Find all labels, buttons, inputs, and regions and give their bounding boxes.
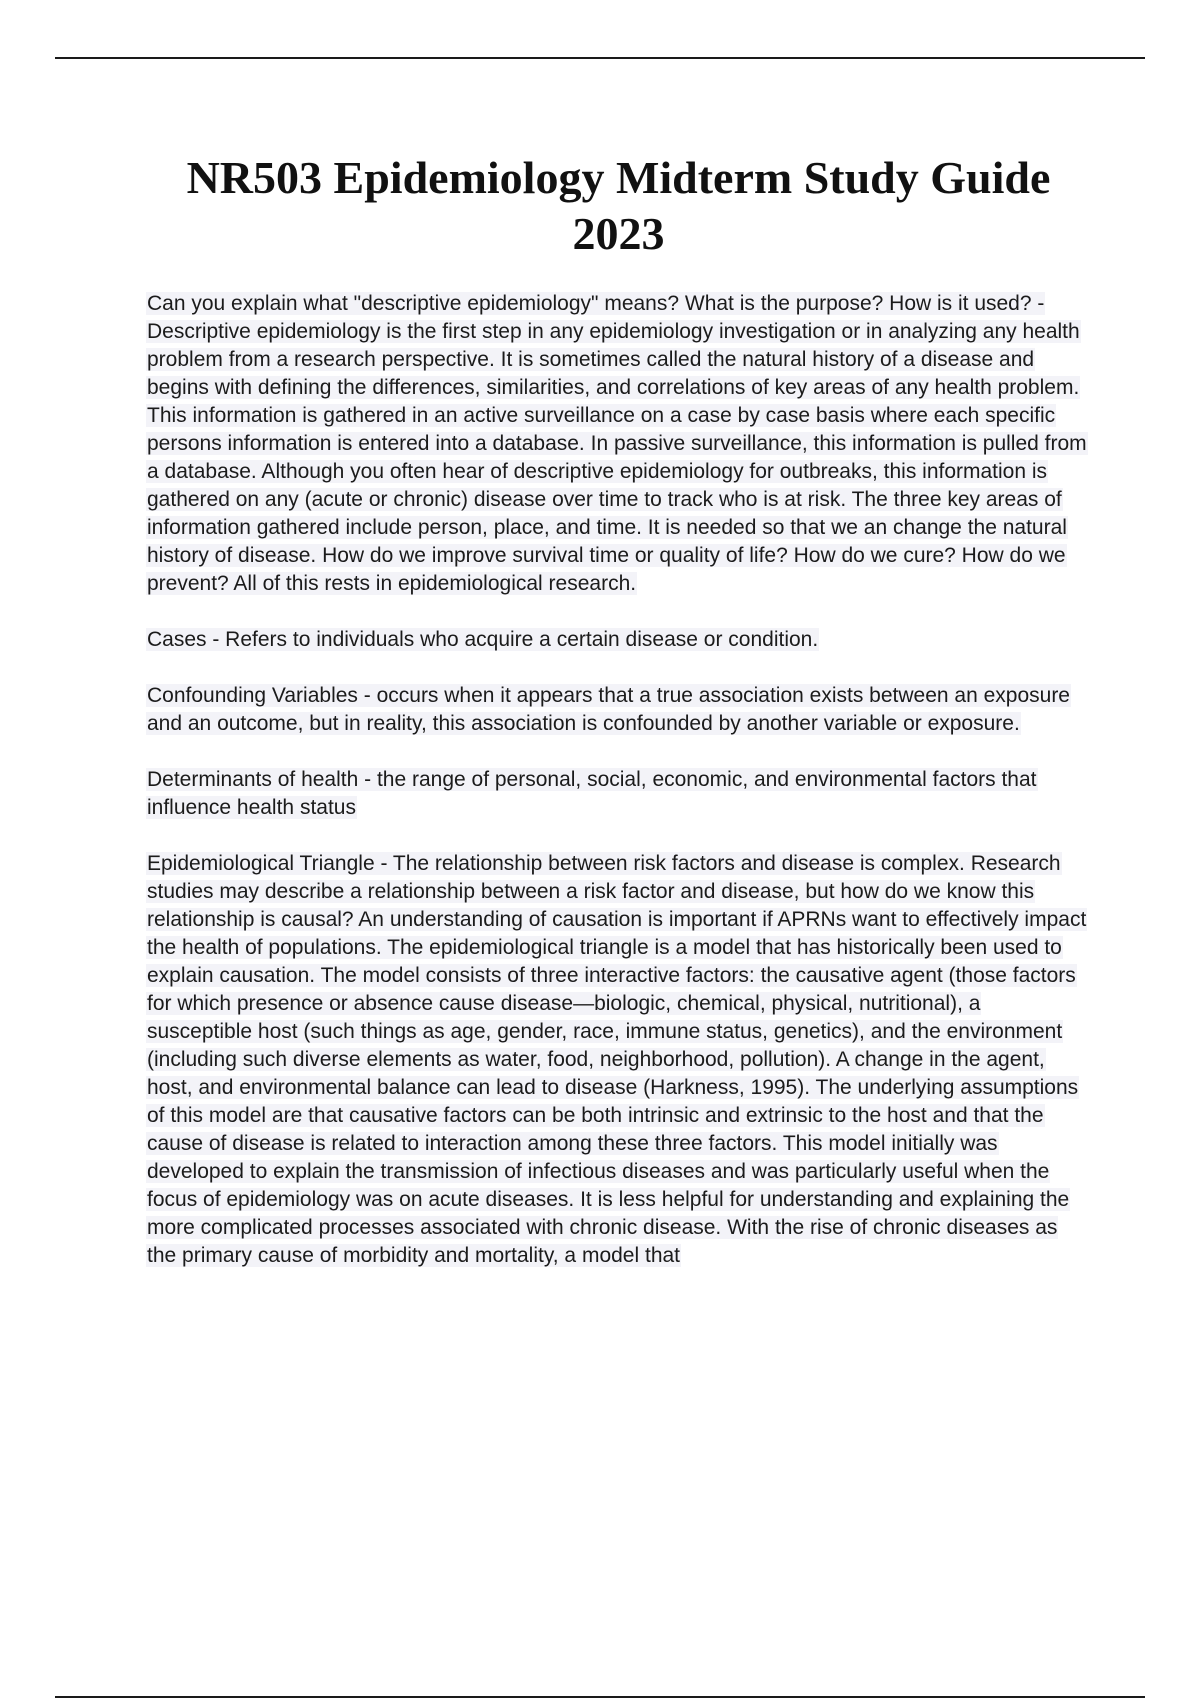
document-page [146,150,1091,1270]
document-body [146,290,1091,1270]
entry-text: Determinants of health - the range of personal, social, economic, and environmental factors that influence health status [147,768,1037,819]
entry-descriptive-epidemiology [146,290,1091,598]
entry-epidemiological-triangle [146,850,1091,1270]
bottom-rule [55,1696,1145,1698]
entry-text: Epidemiological Triangle - The relationship between risk factors and disease is complex. Research studies may describe a relationship between a risk factor and disease, but how do we know this relationship is causal? An understanding of causation is important if APRNs want to effectively impact the health of populations. The epidemiological triangle is a model that has historically been used to explain causation. The model consists of three interactive factors: the causative agent (those factors for which presence or absence cause disease—biologic, chemical, physical, nutritional), a susceptible host (such things as age, gender, race, immune status, genetics), and the environment (including such diverse elements as water, food, neighborhood, pollution). A change in the agent, host, and environmental balance can lead to disease (Harkness, 1995). The underlying assumptions of this model are that causative factors can be both intrinsic and extrinsic to the host and that the cause of disease is related to interaction among these three factors. This model initially was developed to explain the transmission of infectious diseases and was particularly useful when the focus of epidemiology was on acute diseases. It is less helpful for understanding and explaining the more complicated processes associated with chronic disease. With the rise of chronic diseases as the primary cause of morbidity and mortality, a model that [147,852,1087,1267]
entry-determinants-of-health [146,766,1091,822]
entry-cases [146,626,1091,654]
document-title: NR503 Epidemiology Midterm Study Guide 2023 [186,152,1051,259]
entry-text: Confounding Variables - occurs when it appears that a true association exists between an exposure and an outcome, but in reality, this association is confounded by another variable or exposure. [147,684,1070,735]
entry-text: Can you explain what "descriptive epidemiology" means? What is the purpose? How is it used? - Descriptive epidemiology is the first step in any epidemiology investigation or in analyzing any health problem from a research perspective. It is sometimes called the natural history of a disease and begins with defining the differences, similarities, and correlations of key areas of any health problem. This information is gathered in an active surveillance on a case by case basis where each specific persons information is entered into a database. In passive surveillance, this information is pulled from a database. Although you often hear of descriptive epidemiology for outbreaks, this information is gathered on any (acute or chronic) disease over time to track who is at risk. The three key areas of information gathered include person, place, and time. It is needed so that we an change the natural history of disease. How do we improve survival time or quality of life? How do we cure? How do we prevent? All of this rests in epidemiological research. [147,292,1087,595]
top-rule [55,57,1145,59]
entry-confounding-variables [146,682,1091,738]
entry-text: Cases - Refers to individuals who acquire a certain disease or condition. [147,628,819,651]
